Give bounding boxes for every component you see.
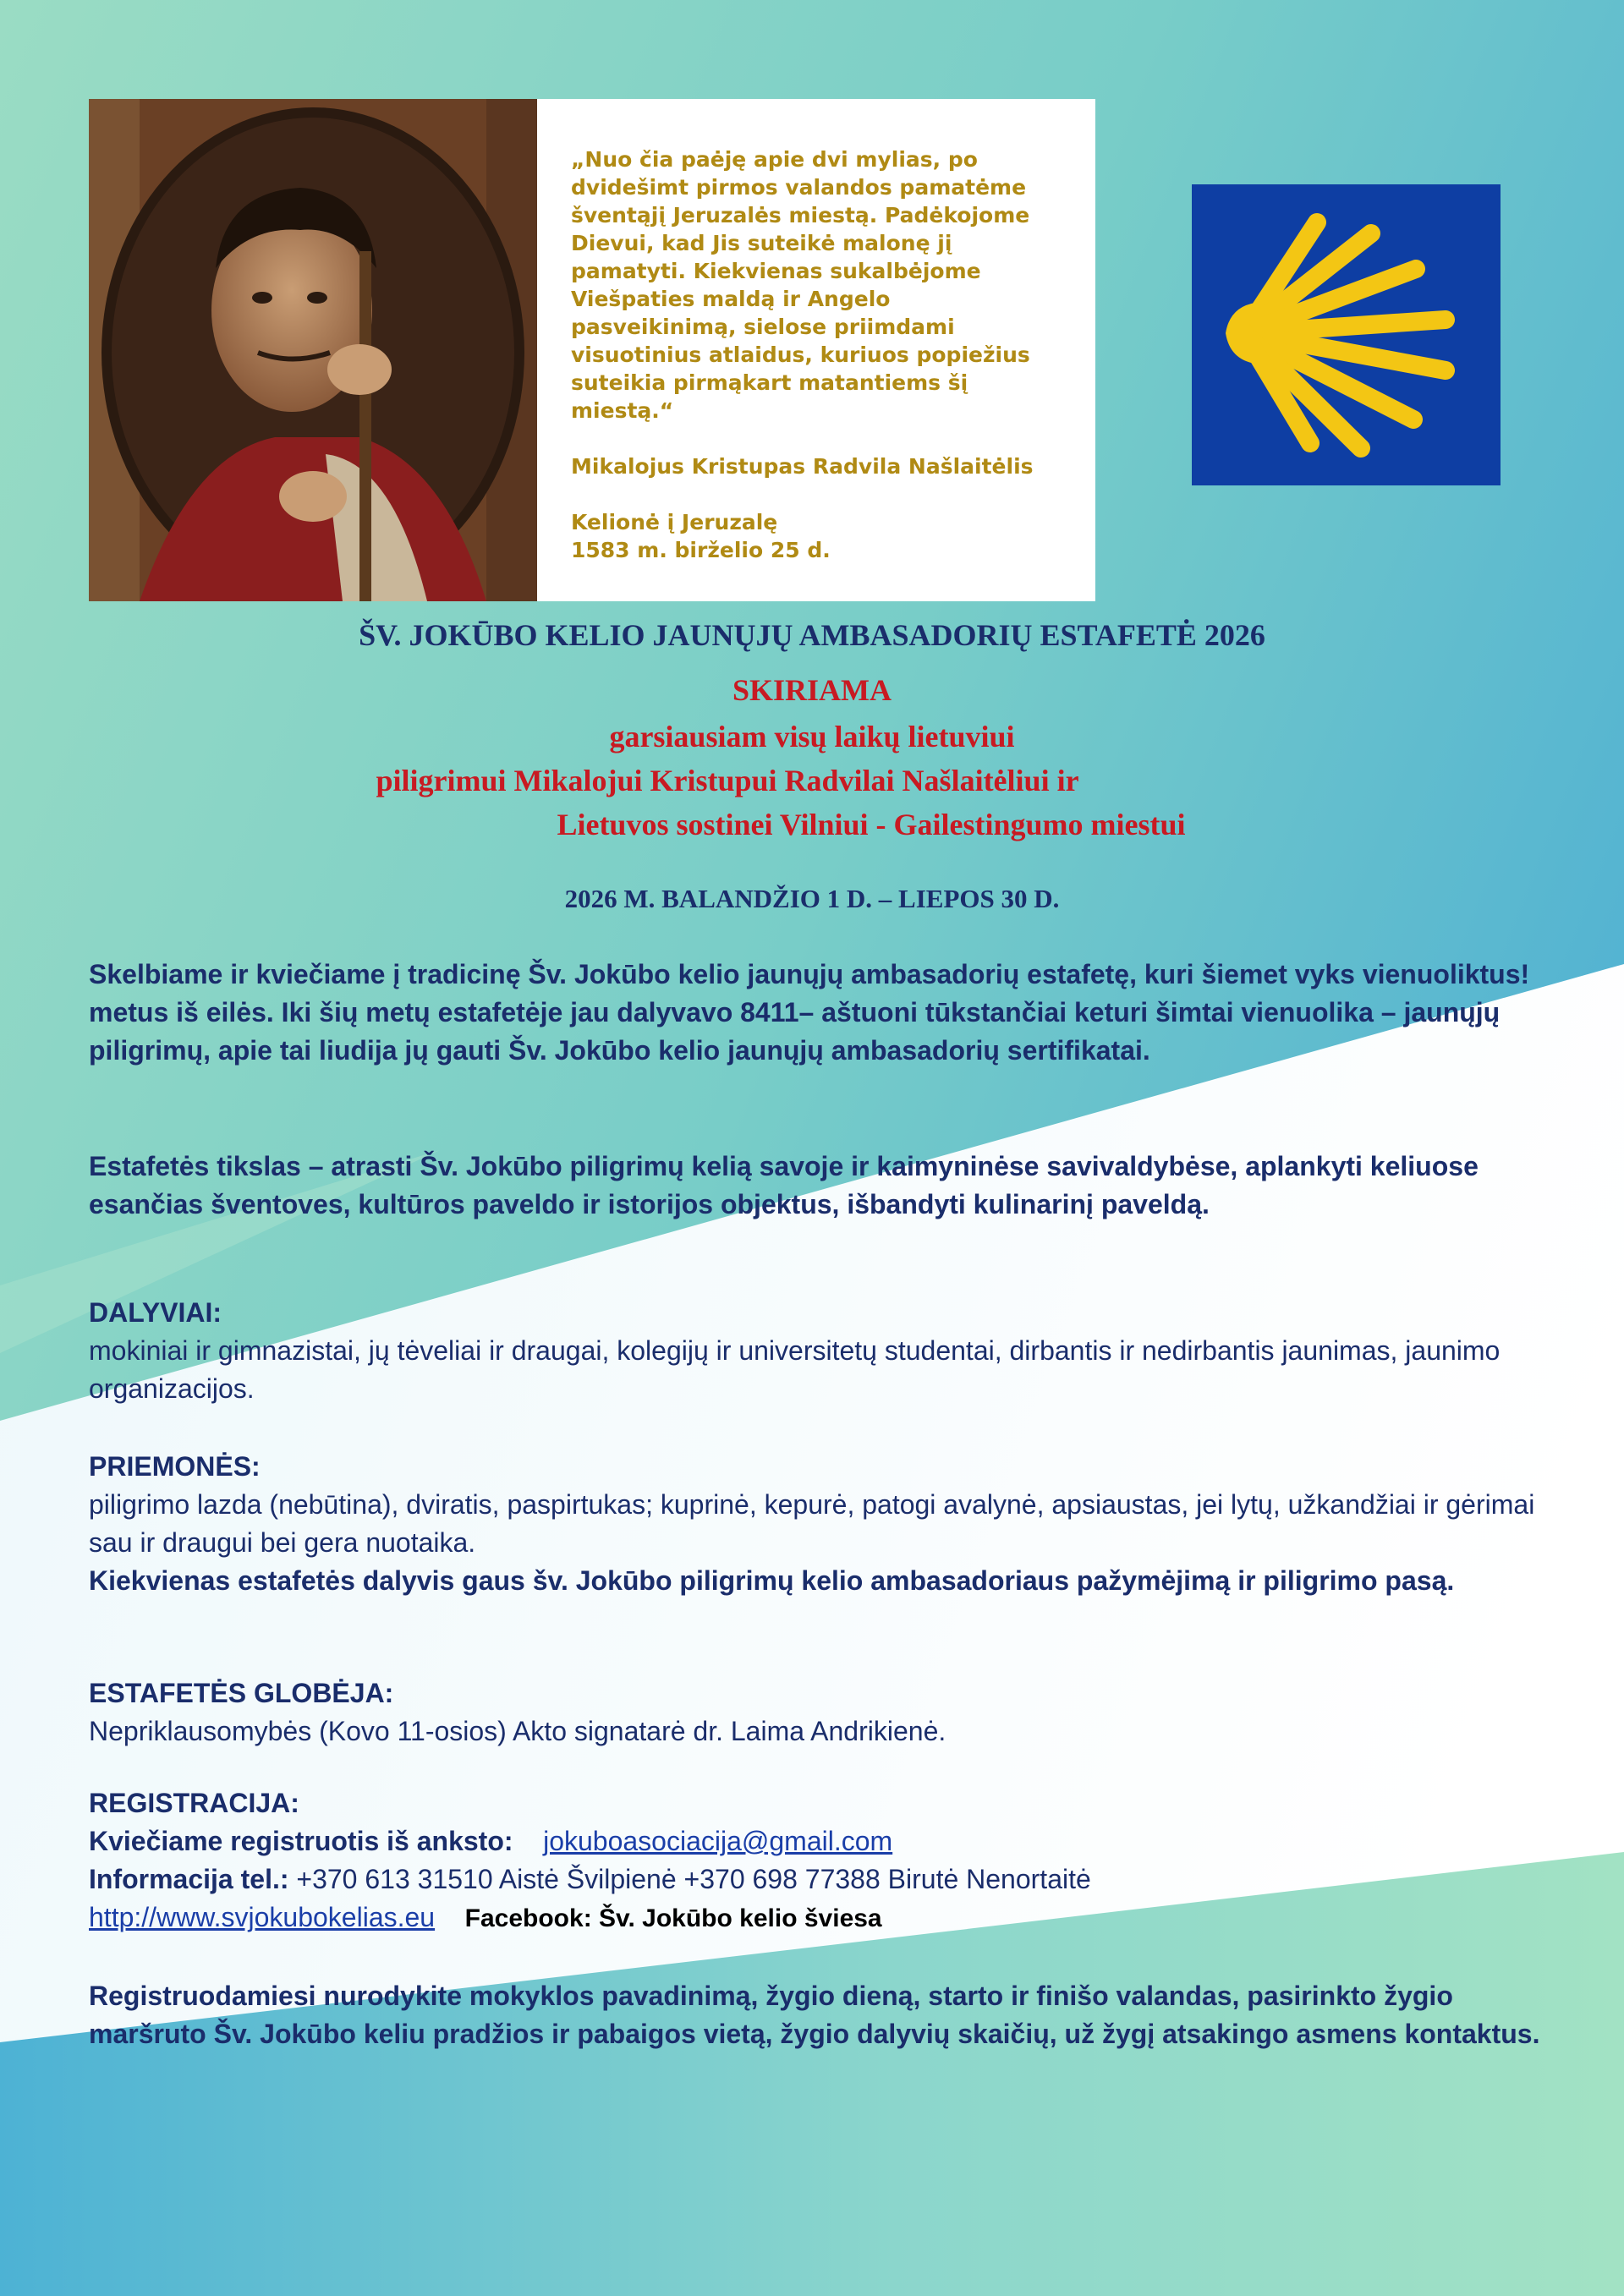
registration-invite-label: Kviečiame registruotis iš anksto:: [89, 1826, 513, 1856]
registration-label: REGISTRACIJA:: [89, 1788, 299, 1818]
quote-line: šventąjį Jeruzalės miestą. Padėkojome: [571, 203, 1030, 227]
quote-line: pasveikinimą, sielose priimdami: [571, 315, 955, 339]
quote-line: Viešpaties maldą ir Angelo: [571, 287, 891, 311]
patron-text: Nepriklausomybės (Kovo 11-osios) Akto signatarė dr. Laima Andrikienė.: [89, 1716, 946, 1746]
goal-paragraph: Estafetės tikslas – atrasti Šv. Jokūbo piligrimų kelią savoje ir kaimyninėse savivaldybėse, aplankyti keliuose esančias šventoves, kultūros paveldo ir istorijos objektus, išbandyti kulinarinį paveldą.: [89, 1151, 1479, 1219]
equipment-label: PRIEMONĖS:: [89, 1451, 261, 1482]
equipment-section: [89, 1448, 1544, 1600]
quote-line: visuotinius atlaidus, kuriuos popiežius: [571, 342, 1030, 367]
event-dates: 2026 M. BALANDŽIO 1 D. – LIEPOS 30 D.: [564, 884, 1060, 913]
quote-line: pamatyti. Kiekvienas sukalbėjome: [571, 259, 981, 283]
registration-section: [89, 1784, 1544, 1937]
website-link[interactable]: http://www.svjokubokelias.eu: [89, 1902, 436, 1932]
dedication-line: piligrimui Mikalojui Kristupui Radvilai Našlaitėliui ir: [376, 764, 1079, 797]
dedication-line: garsiausiam visų laikų lietuviui: [609, 720, 1015, 753]
facebook-label: Facebook: Šv. Jokūbo kelio šviesa: [464, 1904, 882, 1932]
info-phones: +370 613 31510 Aistė Švilpienė +370 698 77388 Birutė Nenortaitė: [288, 1864, 1091, 1894]
quote-author: Mikalojus Kristupas Radvila Našlaitėlis: [571, 454, 1034, 479]
participants-section: [89, 1294, 1544, 1408]
quote-text: [571, 145, 1070, 564]
scallop-shell-icon: [1192, 184, 1501, 485]
participants-text: mokiniai ir gimnazistai, jų tėveliai ir draugai, kolegijų ir universitetų studentai, dirbantis ir nedirbantis jaunimas, jaunimo organizacijos.: [89, 1335, 1501, 1404]
dedication-heading: SKIRIAMA: [732, 673, 892, 707]
patron-section: [89, 1674, 1544, 1751]
quote-line: „Nuo čia paėję apie dvi mylias, po: [571, 147, 978, 172]
header-quote-box: [89, 99, 1095, 601]
registration-instructions: Registruodamiesi nurodykite mokyklos pavadinimą, žygio dieną, starto ir finišo valandas, pasirinkto žygio maršruto Šv. Jokūbo keliu pradžios ir pabaigos vietą, žygio dalyvių skaičių, už žygį atsakingo asmens kontaktus.: [89, 1981, 1540, 2049]
dedication-line: Lietuvos sostinei Vilniui - Gailestingumo miestui: [557, 808, 1186, 841]
quote-line: dvidešimt pirmos valandos pamatėme: [571, 175, 1027, 200]
quote-line: suteikia pirmąkart matantiems šį: [571, 370, 968, 395]
quote-line: Dievui, kad Jis suteikė malonę jį: [571, 231, 952, 255]
equipment-note: Kiekvienas estafetės dalyvis gaus šv. Jokūbo piligrimų kelio ambasadoriaus pažymėjimą ir piligrimo pasą.: [89, 1565, 1455, 1596]
quote-source-date: 1583 m. birželio 25 d.: [571, 538, 831, 562]
pilgrim-portrait-image: [89, 99, 537, 601]
equipment-text: piligrimo lazda (nebūtina), dviratis, paspirtukas; kuprinė, kepurė, patogi avalynė, apsiaustas, jei lytų, užkandžiai ir gėrimai sau ir draugui bei gera nuotaika.: [89, 1489, 1535, 1558]
intro-paragraph: Skelbiame ir kviečiame į tradicinę Šv. Jokūbo kelio jaunųjų ambasadorių estafetę, kuri šiemet vyks vienuoliktus! metus iš eilės. Iki šių metų estafetėje jau dalyvavo 8411– aštuoni tūkstančiai keturi šimtai vienuolika – jaunųjų piligrimų, apie tai liudija jų gauti Šv. Jokūbo kelio jaunųjų ambasadorių sertifikatai.: [89, 959, 1530, 1066]
patron-label: ESTAFETĖS GLOBĖJA:: [89, 1678, 394, 1708]
quote-line: miestą.“: [571, 398, 674, 423]
participants-label: DALYVIAI:: [89, 1297, 222, 1328]
page-title: ŠV. JOKŪBO KELIO JAUNŲJŲ AMBASADORIŲ ESTAFETĖ 2026: [359, 618, 1265, 652]
quote-source-title: Kelionė į Jeruzalę: [571, 510, 778, 534]
registration-email-link[interactable]: jokuboasociacija@gmail.com: [543, 1826, 893, 1856]
info-label: Informacija tel.:: [89, 1864, 289, 1894]
